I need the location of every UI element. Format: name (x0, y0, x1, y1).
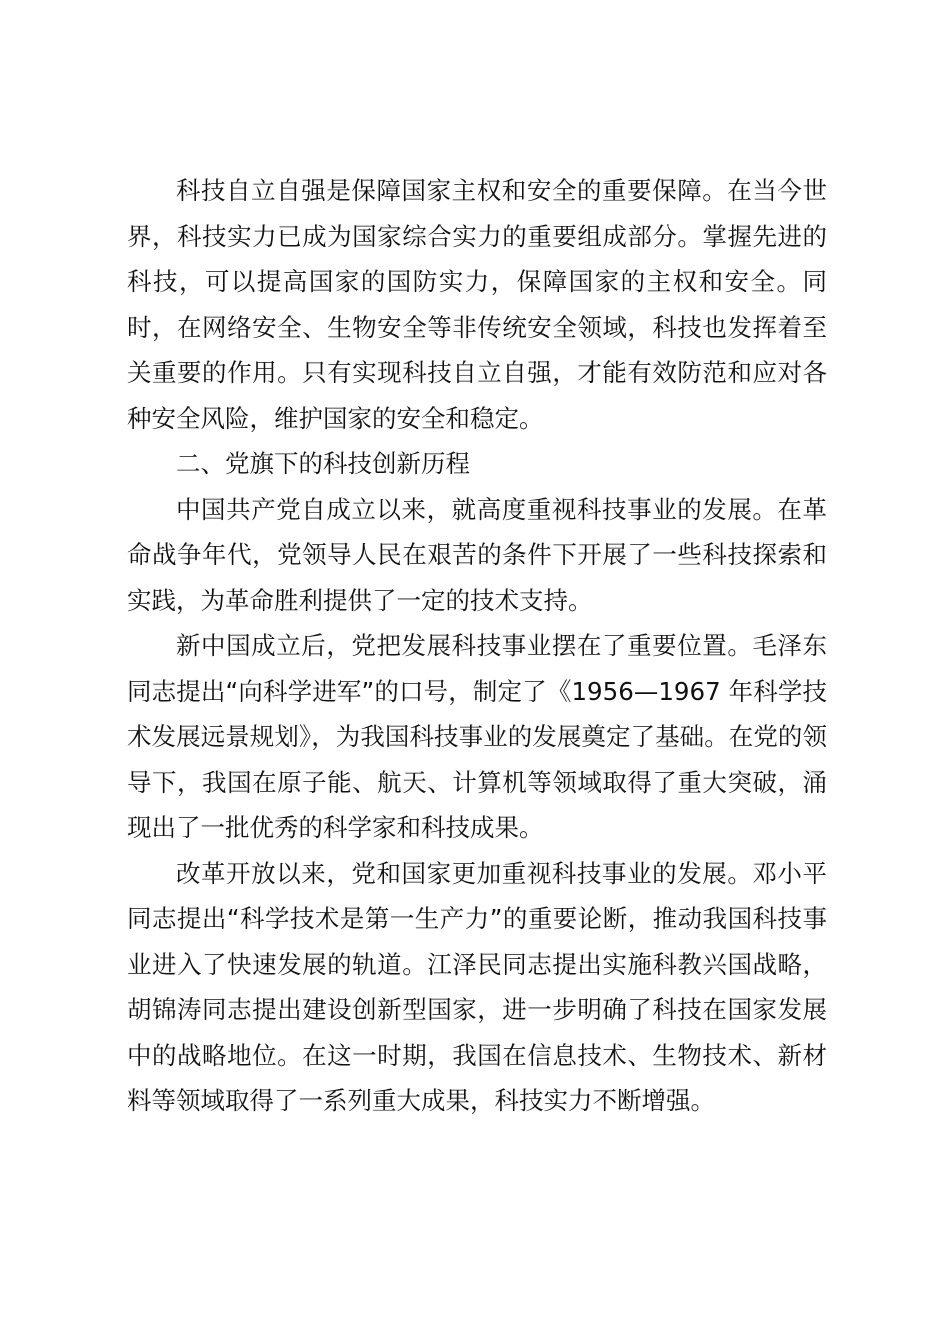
paragraph-reform: 改革开放以来，党和国家更加重视科技事业的发展。邓小平同志提出“科学技术是第一生产力”的重要论断，推动我国科技事业进入了快速发展的轨道。江泽民同志提出实施科教兴国战略，胡锦涛同志提出建设创新型国家，进一步明确了科技在国家发展中的战略地位。在这一时期，我国在信息技术、生物技术、新材料等领域取得了一系列重大成果，科技实力不断增强。 (127, 858, 827, 1115)
document-body (127, 168, 827, 1124)
paragraph-new-china: 新中国成立后，党把发展科技事业摆在了重要位置。毛泽东同志提出“向科学进军”的口号，制定了《1956—1967 年科学技术发展远景规划》，为我国科技事业的发展奠定了基础。在党的领导下，我国在原子能、航天、计算机等领域取得了重大突破，涌现出了一批优秀的科学家和科技成果。 (127, 631, 827, 842)
paragraph-security: 科技自立自强是保障国家主权和安全的重要保障。在当今世界，科技实力已成为国家综合实力的重要组成部分。掌握先进的科技，可以提高国家的国防实力，保障国家的主权和安全。同时，在网络安全、生物安全等非传统安全领域，科技也发挥着至关重要的作用。只有实现科技自立自强，才能有效防范和应对各种安全风险，维护国家的安全和稳定。 (127, 176, 827, 433)
section-heading: 二、党旗下的科技创新历程 (176, 449, 470, 478)
paragraph-revolution: 中国共产党自成立以来，就高度重视科技事业的发展。在革命战争年代，党领导人民在艰苦的条件下开展了一些科技探索和实践，为革命胜利提供了一定的技术支持。 (127, 494, 827, 615)
